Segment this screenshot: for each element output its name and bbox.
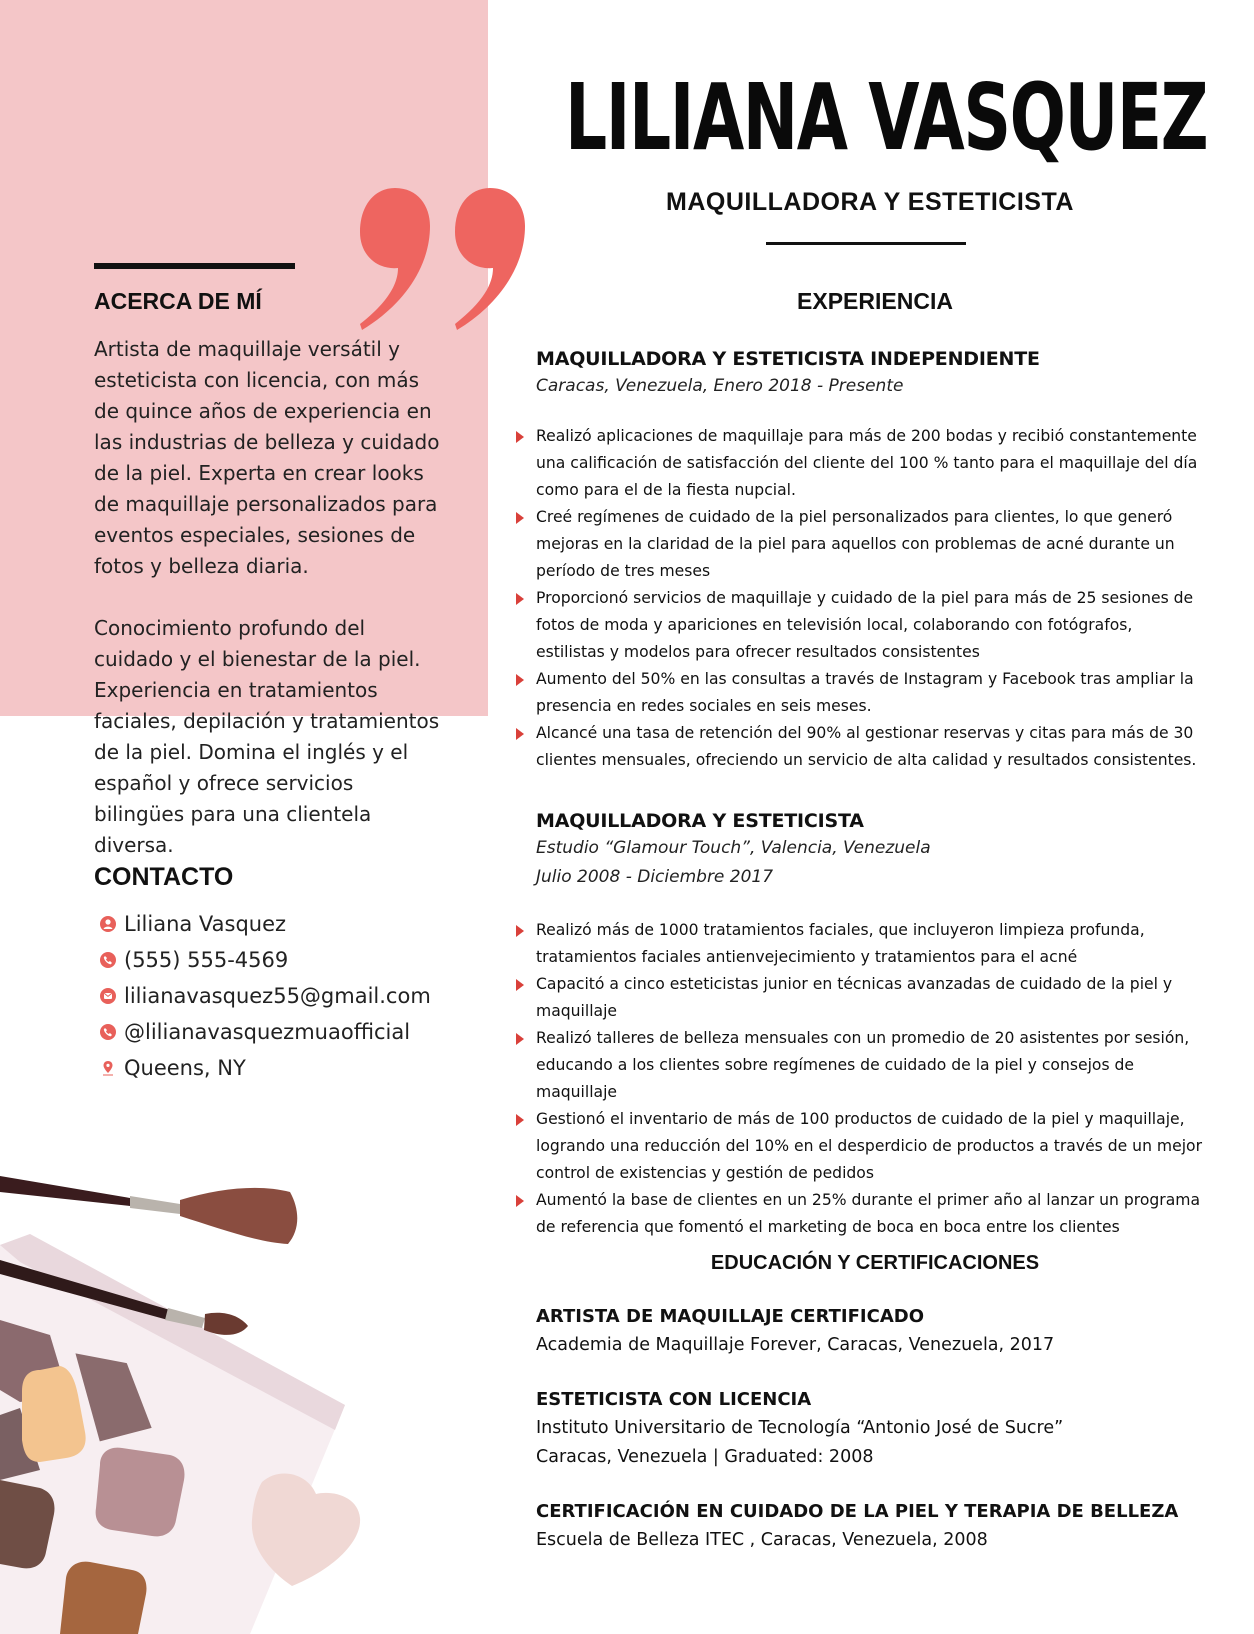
list-item: Alcancé una tasa de retención del 90% al gestionar reservas y citas para más de 30 clientes mensuales, ofreciendo un servicio de alta calidad y resultados consistentes. bbox=[536, 720, 1206, 774]
email-icon bbox=[100, 988, 116, 1004]
contact-item bbox=[100, 906, 431, 942]
social-icon bbox=[100, 1024, 116, 1040]
person-icon bbox=[100, 916, 116, 932]
chevron-right-icon bbox=[516, 925, 524, 937]
contact-email[interactable]: lilianavasquez55@gmail.com bbox=[124, 984, 431, 1008]
education-entry bbox=[536, 1389, 1216, 1472]
experience-heading: EXPERIENCIA bbox=[797, 288, 953, 314]
phone-icon bbox=[100, 952, 116, 968]
list-item: Capacitó a cinco esteticistas junior en técnicas avanzadas de cuidado de la piel y maquillaje bbox=[536, 971, 1206, 1025]
about-paragraph: Conocimiento profundo del cuidado y el bienestar de la piel. Experiencia en tratamientos faciales, depilación y tratamientos de la piel. Domina el inglés y el español y ofrece servicios bilingües para una clientela diversa. bbox=[94, 616, 440, 857]
contact-social[interactable]: @lilianavasquezmuaofficial bbox=[124, 1020, 411, 1044]
job-bullets bbox=[536, 423, 1206, 774]
list-item: Aumentó la base de clientes en un 25% durante el primer año al lanzar un programa de referencia que fomentó el marketing de boca en boca entre los clientes bbox=[536, 1187, 1206, 1241]
education-title: ESTETICISTA CON LICENCIA bbox=[536, 1389, 812, 1410]
about-divider bbox=[94, 263, 295, 269]
about-text bbox=[94, 334, 444, 892]
job-meta: Caracas, Venezuela, Enero 2018 - Presente bbox=[536, 376, 904, 396]
contact-item bbox=[100, 942, 431, 978]
education-entry bbox=[536, 1306, 1216, 1360]
list-item: Gestionó el inventario de más de 100 productos de cuidado de la piel y maquillaje, logrando una reducción del 10% en el desperdicio de productos a través de un mejor control de existencias y gestión de pedidos bbox=[536, 1106, 1206, 1187]
about-paragraph: Artista de maquillaje versátil y esteticista con licencia, con más de quince años de experiencia en las industrias de belleza y cuidado de la piel. Experta en crear looks de maquillaje personalizados para eventos especiales, sesiones de fotos y belleza diaria. bbox=[94, 337, 440, 578]
job-meta: Estudio “Glamour Touch”, Valencia, Venezuela bbox=[536, 838, 931, 858]
makeup-illustration bbox=[0, 1170, 400, 1634]
education-title: CERTIFICACIÓN EN CUIDADO DE LA PIEL Y TERAPIA DE BELLEZA bbox=[536, 1501, 1179, 1522]
contact-item bbox=[100, 1050, 431, 1086]
chevron-right-icon bbox=[516, 512, 524, 524]
contact-name: Liliana Vasquez bbox=[124, 912, 287, 936]
list-item: Aumento del 50% en las consultas a través de Instagram y Facebook tras ampliar la presencia en redes sociales en seis meses. bbox=[536, 666, 1206, 720]
chevron-right-icon bbox=[516, 1114, 524, 1126]
education-detail: Caracas, Venezuela | Graduated: 2008 bbox=[536, 1447, 874, 1467]
list-item: Realizó talleres de belleza mensuales con un promedio de 20 asistentes por sesión, educando a los clientes sobre regímenes de cuidado de la piel y consejos de maquillaje bbox=[536, 1025, 1206, 1106]
education-detail: Academia de Maquillaje Forever, Caracas, Venezuela, 2017 bbox=[536, 1335, 1055, 1355]
contact-item bbox=[100, 978, 431, 1014]
job-title: MAQUILLADORA Y ESTETICISTA INDEPENDIENTE bbox=[536, 348, 1040, 370]
list-item: Proporcionó servicios de maquillaje y cuidado de la piel para más de 25 sesiones de fotos de moda y apariciones en televisión local, colaborando con fotógrafos, estilistas y modelos para ofrecer resultados consistentes bbox=[536, 585, 1206, 666]
quote-mark-icon bbox=[360, 188, 560, 338]
education-detail: Instituto Universitario de Tecnología “Antonio José de Sucre” bbox=[536, 1418, 1064, 1438]
education-entry bbox=[536, 1501, 1216, 1555]
job-dates: Julio 2008 - Diciembre 2017 bbox=[536, 867, 774, 887]
chevron-right-icon bbox=[516, 1195, 524, 1207]
education-heading: EDUCACIÓN Y CERTIFICACIONES bbox=[710, 1252, 1040, 1274]
job-bullets bbox=[536, 917, 1206, 1241]
location-pin-icon bbox=[100, 1060, 116, 1076]
chevron-right-icon bbox=[516, 1033, 524, 1045]
education-detail: Escuela de Belleza ITEC , Caracas, Venezuela, 2008 bbox=[536, 1530, 988, 1550]
contact-item bbox=[100, 1014, 431, 1050]
chevron-right-icon bbox=[516, 728, 524, 740]
chevron-right-icon bbox=[516, 979, 524, 991]
chevron-right-icon bbox=[516, 431, 524, 443]
candidate-name: LILIANA VASQUEZ bbox=[565, 64, 1208, 171]
chevron-right-icon bbox=[516, 593, 524, 605]
contact-heading: CONTACTO bbox=[94, 863, 234, 891]
education-title: ARTISTA DE MAQUILLAJE CERTIFICADO bbox=[536, 1306, 925, 1327]
contact-location: Queens, NY bbox=[124, 1056, 246, 1080]
list-item: Realizó aplicaciones de maquillaje para más de 200 bodas y recibió constantemente una calificación de satisfacción del cliente del 100 % tanto para el maquillaje del día como para el de la fiesta nupcial. bbox=[536, 423, 1206, 504]
chevron-right-icon bbox=[516, 674, 524, 686]
about-heading: ACERCA DE MÍ bbox=[94, 288, 262, 314]
makeup-brush-icon bbox=[0, 1176, 297, 1244]
title-divider bbox=[766, 242, 966, 245]
list-item: Realizó más de 1000 tratamientos faciales, que incluyeron limpieza profunda, tratamientos faciales antienvejecimiento y tratamientos para el acné bbox=[536, 917, 1206, 971]
job-entry bbox=[536, 810, 1206, 1241]
contact-list bbox=[100, 906, 431, 1086]
job-title: MAQUILLADORA Y ESTETICISTA bbox=[536, 810, 864, 832]
contact-phone[interactable]: (555) 555-4569 bbox=[124, 948, 289, 972]
job-entry bbox=[536, 348, 1206, 774]
candidate-title: MAQUILLADORA Y ESTETICISTA bbox=[666, 188, 1074, 216]
list-item: Creé regímenes de cuidado de la piel personalizados para clientes, lo que generó mejoras en la claridad de la piel para aquellos con problemas de acné durante un período de tres meses bbox=[536, 504, 1206, 585]
